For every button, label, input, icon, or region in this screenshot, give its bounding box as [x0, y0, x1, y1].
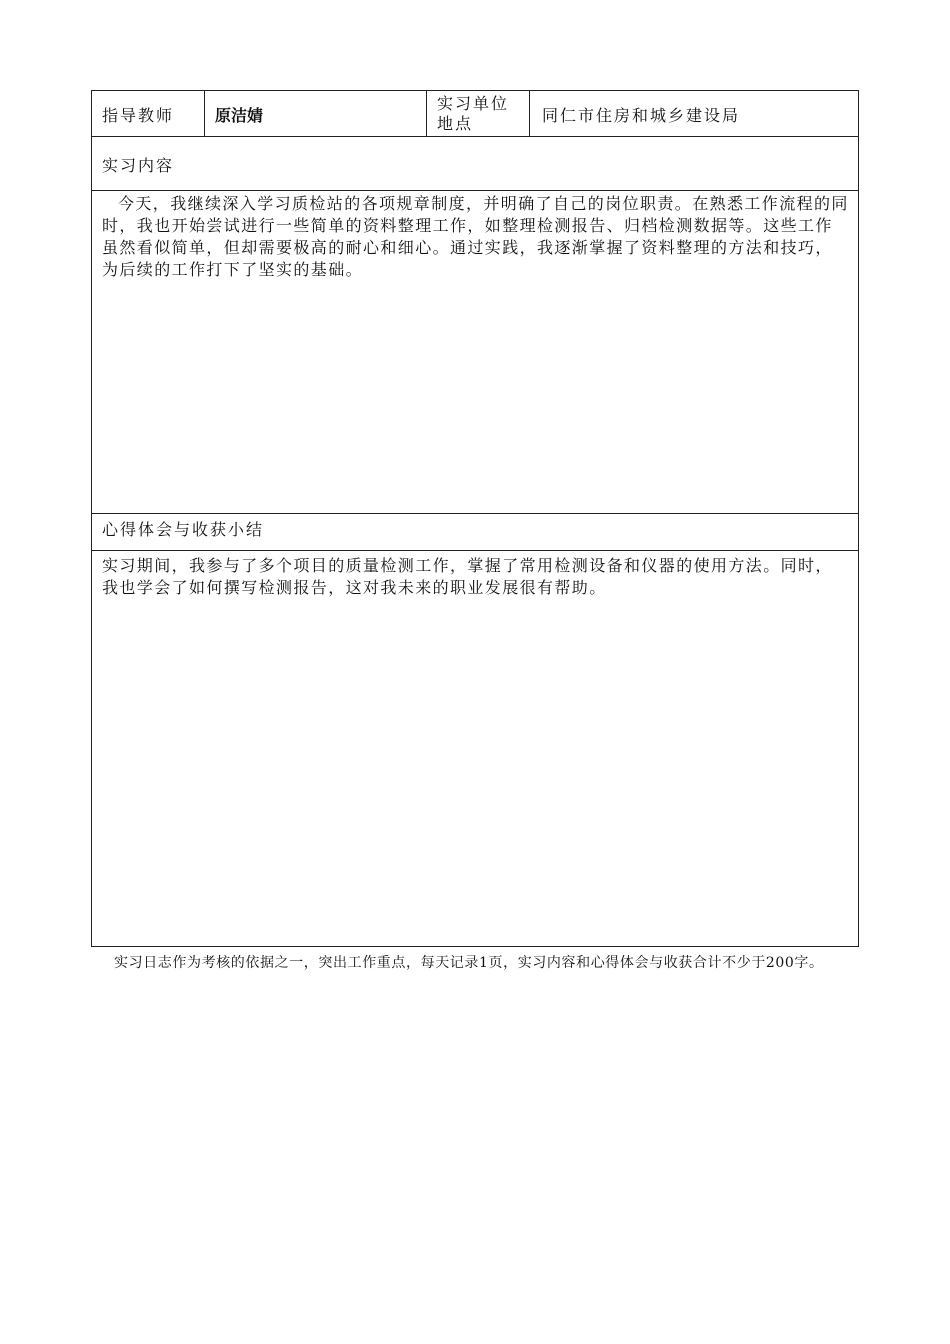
footnote: 实习日志作为考核的依据之一，突出工作重点，每天记录1页，实习内容和心得体会与收获合计不少于200字。 [114, 955, 824, 971]
content-section-text: 今天，我继续深入学习质检站的各项规章制度，并明确了自己的岗位职责。在熟悉工作流程的同时，我也开始尝试进行一些简单的资料整理工作，如整理检测报告、归档检测数据等。这些工作虽然看似简单，但却需要极高的耐心和细心。通过实践，我逐渐掌握了资料整理的方法和技巧，为后续的工作打下了坚实的基础。 [92, 191, 858, 514]
summary-section-label: 心得体会与收获小结 [92, 514, 858, 551]
header-row [92, 91, 858, 137]
teacher-name: 原洁婧 [205, 91, 427, 136]
teacher-label: 指导教师 [92, 91, 205, 136]
unit-label: 实习单位 地点 [427, 91, 530, 136]
unit-name: 同仁市住房和城乡建设局 [542, 106, 741, 125]
summary-section-text: 实习期间，我参与了多个项目的质量检测工作，掌握了常用检测设备和仪器的使用方法。同时，我也学会了如何撰写检测报告，这对我未来的职业发展很有帮助。 [102, 556, 833, 597]
content-section-label: 实习内容 [92, 137, 858, 191]
internship-log-form [91, 90, 859, 947]
